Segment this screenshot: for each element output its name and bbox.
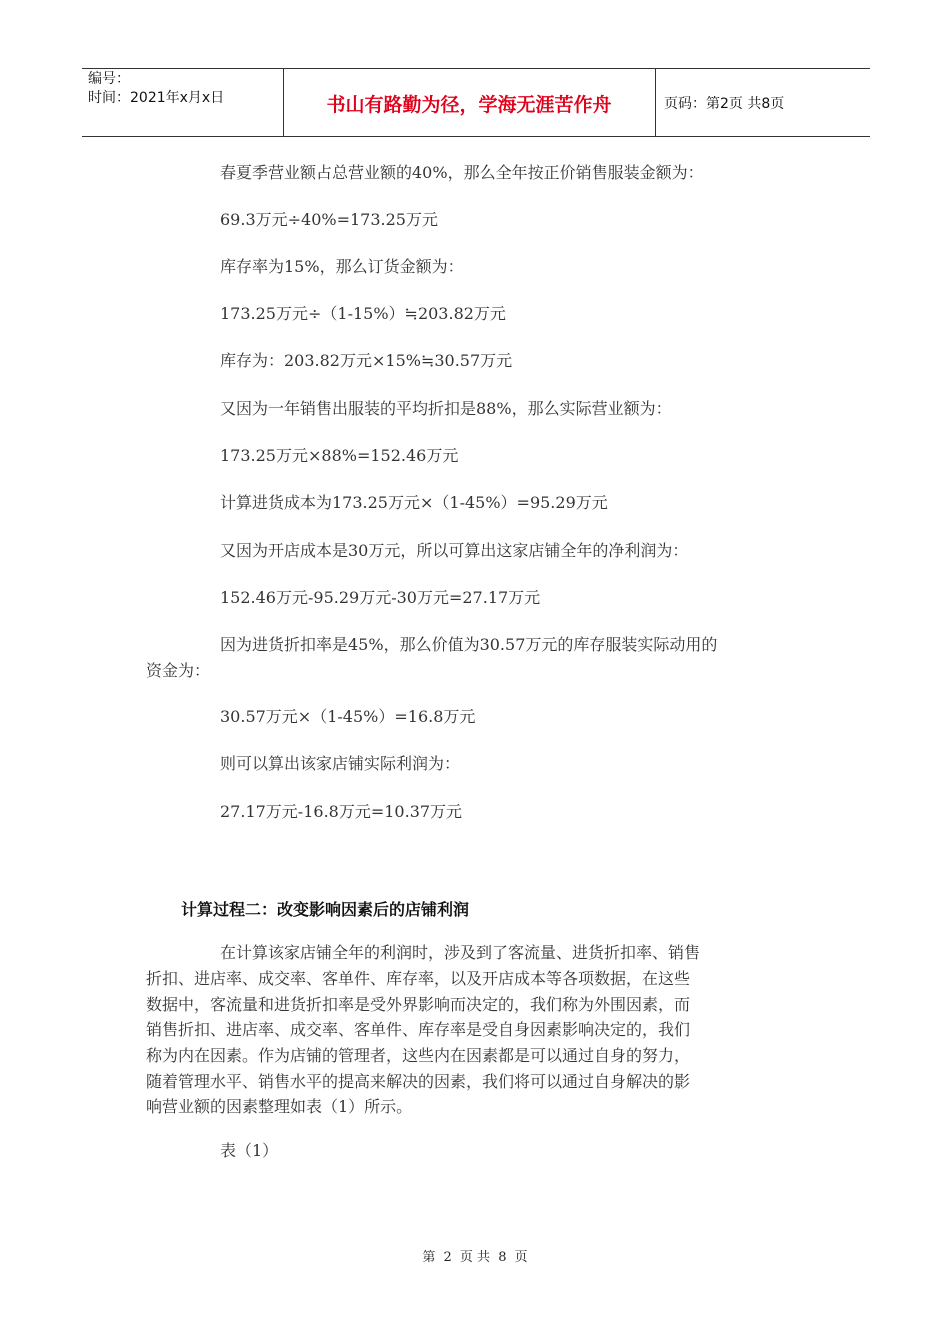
- calc-line: 则可以算出该家店铺实际利润为：: [220, 754, 461, 773]
- paragraph-line: 在计算该家店铺全年的利润时，涉及到了客流量、进货折扣率、销售: [220, 943, 701, 962]
- calc-line: 库存为：203.82万元×15%≒30.57万元: [220, 351, 513, 370]
- header-page-number: 页码：第2页 共8页: [664, 96, 785, 112]
- document-date: 时间：2021年x月x日: [88, 90, 225, 106]
- calc-line: 因为进货折扣率是45%，那么价值为30.57万元的库存服装实际动用的: [220, 635, 718, 654]
- header-motto: 书山有路勤为径，学海无涯苦作舟: [326, 94, 612, 116]
- footer-current-page: 2: [443, 1250, 452, 1265]
- page-footer: [0, 1246, 950, 1265]
- calc-line: 173.25万元÷（1-15%）≒203.82万元: [220, 304, 506, 323]
- footer-suffix: 页: [514, 1250, 528, 1265]
- paragraph-line: 随着管理水平、销售水平的提高来解决的因素，我们将可以通过自身解决的影: [146, 1072, 691, 1091]
- paragraph-line: 折扣、进店率、成交率、客单件、库存率，以及开店成本等各项数据，在这些: [146, 969, 691, 988]
- paragraph-line: 响营业额的因素整理如表（1）所示。: [146, 1097, 413, 1116]
- header-bottom-rule: [82, 136, 870, 137]
- footer-total-pages: 8: [498, 1250, 507, 1265]
- calc-line: 又因为一年销售出服装的平均折扣是88%，那么实际营业额为：: [220, 399, 672, 418]
- calc-line: 27.17万元-16.8万元=10.37万元: [220, 802, 463, 821]
- paragraph-line: 销售折扣、进店率、成交率、客单件、库存率是受自身因素影响决定的，我们: [146, 1020, 691, 1039]
- header-divider-right: [655, 68, 656, 136]
- calc-line: 173.25万元×88%=152.46万元: [220, 446, 459, 465]
- header-top-rule: [82, 68, 870, 69]
- calc-line: 资金为：: [146, 661, 211, 680]
- calc-line: 计算进货成本为173.25万元×（1-45%）=95.29万元: [220, 493, 608, 512]
- paragraph-line: 称为内在因素。作为店铺的管理者，这些内在因素都是可以通过自身的努力，: [146, 1046, 691, 1065]
- section-heading: 计算过程二：改变影响因素后的店铺利润: [181, 900, 470, 919]
- table-caption: 表（1）: [220, 1141, 279, 1160]
- paragraph-line: 数据中，客流量和进货折扣率是受外界影响而决定的，我们称为外围因素，而: [146, 995, 691, 1014]
- calc-line: 春夏季营业额占总营业额的40%，那么全年按正价销售服装金额为：: [220, 163, 704, 182]
- calc-line: 库存率为15%，那么订货金额为：: [220, 257, 464, 276]
- document-number-label: 编号：: [88, 71, 130, 87]
- calc-line: 152.46万元-95.29万元-30万元=27.17万元: [220, 588, 541, 607]
- calc-line: 30.57万元×（1-45%）=16.8万元: [220, 707, 476, 726]
- header-meta: [88, 70, 224, 108]
- footer-prefix: 第: [422, 1250, 436, 1265]
- footer-mid: 页 共: [459, 1250, 491, 1265]
- calc-line: 69.3万元÷40%=173.25万元: [220, 210, 438, 229]
- calc-line: 又因为开店成本是30万元，所以可算出这家店铺全年的净利润为：: [220, 541, 689, 560]
